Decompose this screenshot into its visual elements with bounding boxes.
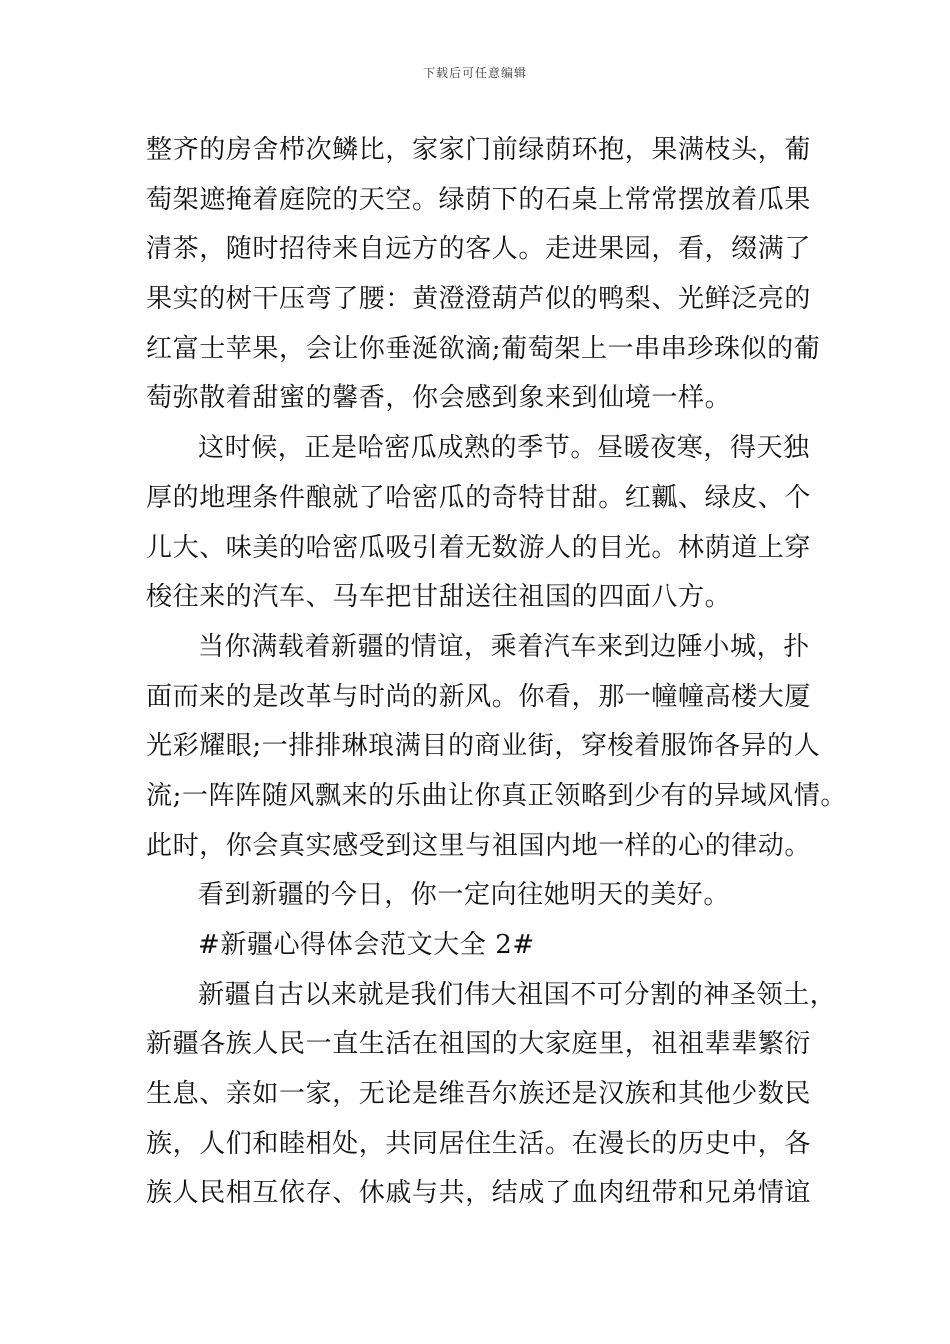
header-note: 下载后可任意编辑 — [422, 66, 527, 80]
paragraph-start-line: 新疆自古以来就是我们伟大祖国不可分割的神圣领土， — [198, 979, 837, 1010]
text-line: 生息、亲如一家，无论是维吾尔族还是汉族和其他少数民 — [146, 1079, 812, 1110]
text-line: 果实的树干压弯了腰：黄澄澄葫芦似的鸭梨、光鲜泛亮的 — [146, 284, 812, 315]
text-line: 新疆各族人民一直生活在祖国的大家庭里，祖祖辈辈繁衍 — [146, 1029, 812, 1060]
text-line: 儿大、味美的哈密瓜吸引着无数游人的目光。林荫道上穿 — [146, 532, 812, 563]
paragraph-start-line: 看到新疆的今日，你一定向往她明天的美好。 — [198, 880, 731, 911]
text-line: 流;一阵阵随风飘来的乐曲让你真正领略到少有的异域风情。 — [146, 780, 847, 811]
text-line: 光彩耀眼;一排排琳琅满目的商业街，穿梭着服饰各异的人 — [146, 731, 821, 762]
text-line: 此时，你会真实感受到这里与祖国内地一样的心的律动。 — [146, 830, 812, 861]
section-heading: #新疆心得体会范文大全 2# — [198, 930, 535, 960]
text-line: 萄架遮掩着庭院的天空。绿荫下的石桌上常常摆放着瓜果 — [146, 184, 812, 215]
text-line: 清茶，随时招待来自远方的客人。走进果园，看，缀满了 — [146, 234, 812, 265]
text-line: 族人民相互依存、休戚与共，结成了血肉纽带和兄弟情谊 — [146, 1178, 812, 1209]
body-text — [146, 126, 847, 1219]
text-line: 面而来的是改革与时尚的新风。你看，那一幢幢高楼大厦 — [146, 681, 812, 712]
paragraph-start-line: 当你满载着新疆的情谊，乘着汽车来到边陲小城，扑 — [198, 631, 810, 662]
text-line: 厚的地理条件酿就了哈密瓜的奇特甘甜。红瓤、绿皮、个 — [146, 482, 812, 513]
text-line: 梭往来的汽车、马车把甘甜送往祖国的四面八方。 — [146, 582, 732, 613]
text-line: 族，人们和睦相处，共同居住生活。在漫长的历史中，各 — [146, 1128, 812, 1159]
paragraph-start-line: 这时候，正是哈密瓜成熟的季节。昼暖夜寒，得天独 — [198, 433, 810, 464]
text-line: 萄弥散着甜蜜的馨香，你会感到象来到仙境一样。 — [146, 383, 732, 414]
text-line: 红富士苹果，会让你垂涎欲滴;葡萄架上一串串珍珠似的葡 — [146, 333, 821, 364]
text-line: 整齐的房舍栉次鳞比，家家门前绿荫环抱，果满枝头，葡 — [146, 135, 812, 165]
